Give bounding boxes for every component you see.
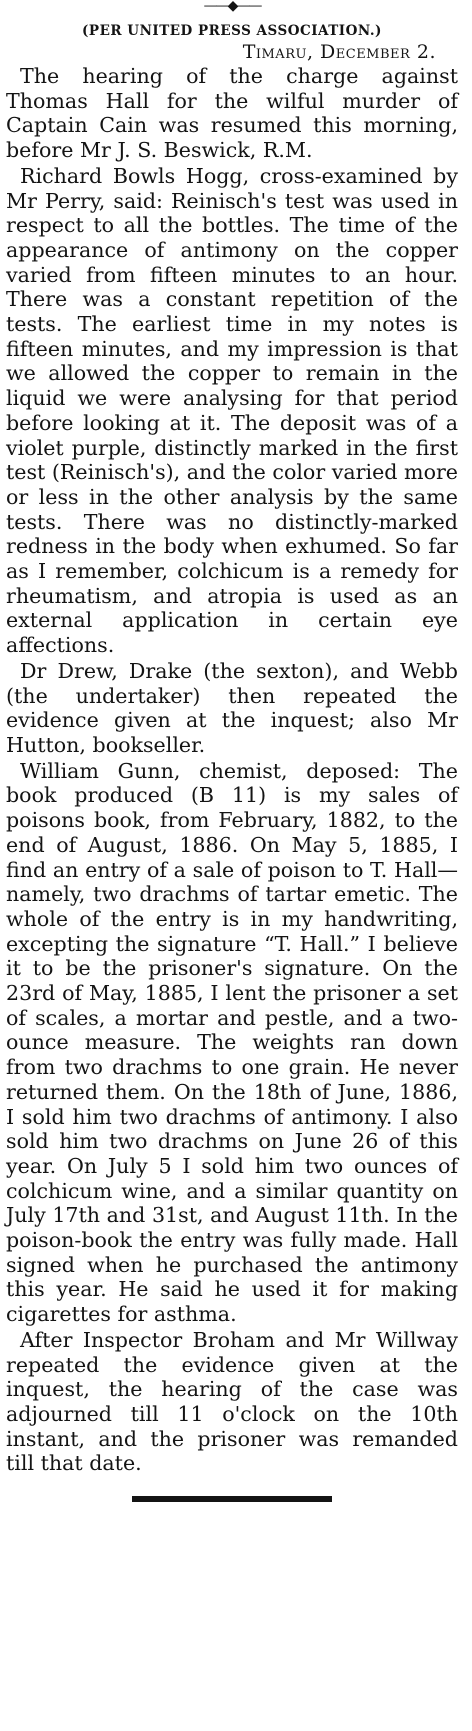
article-paragraph: William Gunn, chemist, deposed: The book produced (B 11) is my sales of poisons book, from February, 1882, to the end of August, 1886. On May 5, 1885, I find an entry of a sale of poison to T. Hall—namely, two drachms of tartar emetic. The whole of the entry is in my handwriting, excepting the signature “T. Hall.” I believe it to be the prisoner's signature. On the 23rd of May, 1885, I lent the prisoner a set of scales, a mortar and pestle, and a two-ounce measure. The weights ran down from two drachms to one grain. He never returned them. On the 18th of June, 1886, I sold him two drachms of antimony. I also sold him two drachms on June 26 of this year. On July 5 I sold him two ounces of colchicum wine, and a similar quantity on July 17th and 31st, and August 11th. In the poison-book the entry was fully made. Hall signed when he purchased the antimony this year. He said he used it for making cigarettes for asthma.	[6, 758, 458, 1327]
article-paragraph: Dr Drew, Drake (the sexton), and Webb (the undertaker) then repeated the evidence given at the inquest; also Mr Hutton, bookseller.	[6, 658, 458, 757]
article-body	[6, 64, 458, 1476]
ornament-icon: ——◆——	[203, 0, 261, 14]
dateline: Timaru, December 2.	[242, 41, 436, 63]
end-rule	[132, 1496, 332, 1502]
article-paragraph: The hearing of the charge against Thomas Hall for the wilful murder of Captain Cain was resumed this morning, before Mr J. S. Beswick, R.M.	[6, 64, 458, 163]
article-paragraph: After Inspector Broham and Mr Willway repeated the evidence given at the inquest, the hearing of the case was adjourned till 11 o'clock on the 10th instant, and the prisoner was remanded till that date.	[6, 1327, 458, 1476]
article-paragraph: Richard Bowls Hogg, cross-examined by Mr Perry, said: Reinisch's test was used in respect to all the bottles. The time of the appearance of antimony on the copper varied from fifteen minutes to an hour. There was a constant repetition of the tests. The earliest time in my notes is fifteen minutes, and my impression is that we allowed the copper to remain in the liquid we were analysing for that period before looking at it. The deposit was of a violet purple, distinctly marked in the first test (Reinisch's), and the color varied more or less in the other analysis by the same tests. There was no distinctly-marked redness in the body when exhumed. So far as I remember, colchicum is a remedy for rheumatism, and atropia is used as an external application in certain eye affections.	[6, 163, 458, 658]
top-ornament-rule	[6, 0, 458, 12]
news-source: (PER UNITED PRESS ASSOCIATION.)	[82, 23, 382, 39]
